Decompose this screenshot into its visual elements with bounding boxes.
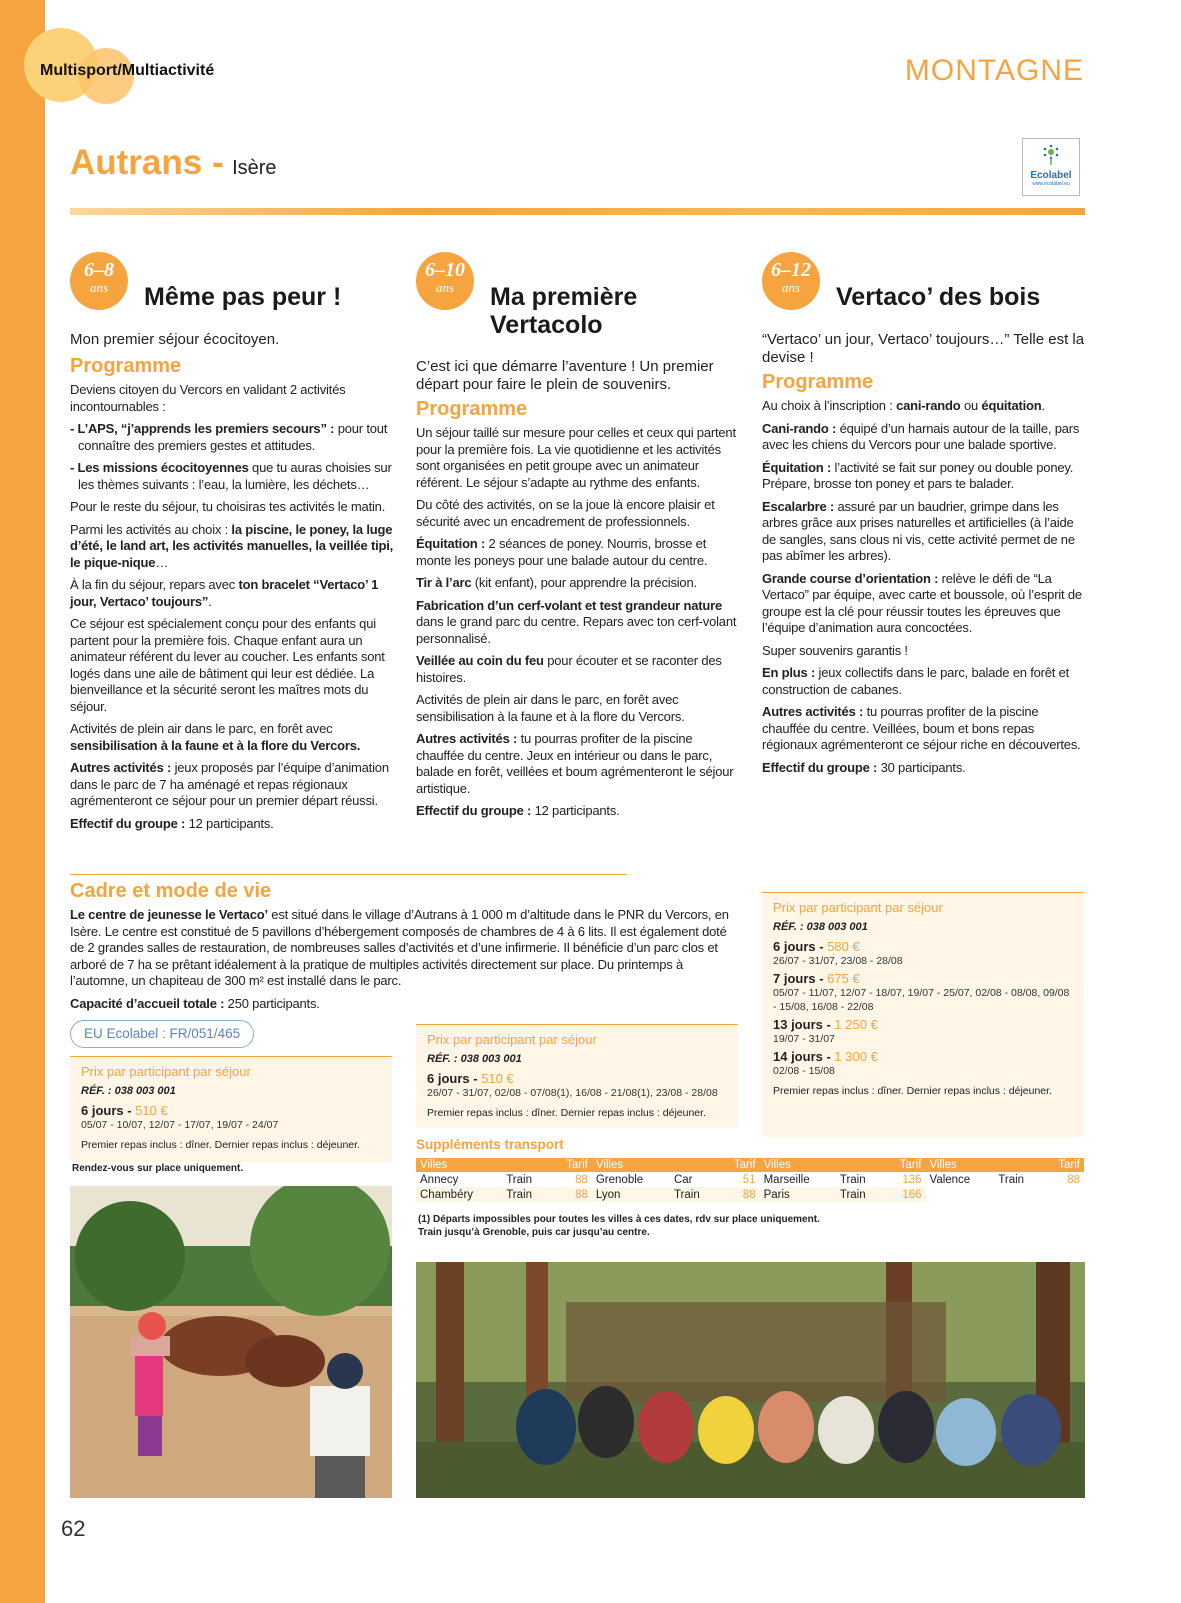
region-label: MONTAGNE — [904, 54, 1084, 87]
column-header: Villes — [760, 1158, 884, 1172]
paragraph: Ce séjour est spécialement conçu pour des enfants qui partent pour la première fois. Chaque enfant aura un animateur référent du lever au coucher. Les enfants sont logés dans une aile de bâtiment qui leur est dédiée. La bienveillance et la sécurité seront les maîtres mots du séjour. — [70, 616, 385, 714]
duration-dates: 26/07 - 31/07, 02/08 - 07/08(1), 16/08 - 21/08(1), 23/08 - 28/08 — [427, 1087, 718, 1099]
table-row — [416, 1187, 1084, 1202]
city-cell: Marseille — [763, 1173, 810, 1186]
cadre-text — [70, 907, 730, 1012]
age-badge-1 — [70, 252, 128, 310]
city-cell: Chambéry — [420, 1188, 474, 1201]
orange-sidebar — [0, 0, 45, 1603]
paragraph: Autres activités : tu pourras profiter de la piscine chauffée du centre. Veillées, boum et bons repas régionaux agrémenteront ce séjour riche en découvertes. — [762, 704, 1081, 752]
paragraph: Cani-rando : équipé d’un harnais autour de la taille, pars avec les chiens du Vercors pour une balade sportive. — [762, 420, 1080, 452]
duration-dates: 19/07 - 31/07 — [773, 1033, 835, 1045]
mode-cell: Train — [506, 1188, 532, 1201]
photo-ponies-image — [70, 1186, 392, 1498]
paragraph: Du côté des activités, on se la joue là encore plaisir et sécurité avec un encadrement de professionnels. — [416, 497, 715, 529]
title-underline — [70, 208, 1085, 215]
price-header: Prix par participant par séjour — [773, 900, 943, 915]
photo-forest — [416, 1262, 1085, 1498]
city-cell: Paris — [763, 1188, 790, 1201]
age-range: 6–10 — [425, 259, 465, 281]
price-box-3 — [762, 892, 1084, 1137]
intro-text: Mon premier séjour écocitoyen. — [70, 331, 280, 348]
price-ref: RÉF. : 038 003 001 — [81, 1085, 176, 1097]
program-text — [762, 398, 1086, 776]
paragraph: Équitation : l’activité se fait sur poney ou double poney. Prépare, brosse ton poney et pars te balader. — [762, 459, 1074, 491]
paragraph: À la fin du séjour, repars avec ton bracelet “Vertaco’ 1 jour, Vertaco’ toujours”. — [70, 577, 379, 609]
column-header: Tarif — [718, 1158, 760, 1172]
table-row — [416, 1172, 1084, 1187]
price-cell: 88 — [742, 1188, 756, 1201]
mode-cell: Car — [673, 1173, 693, 1186]
column-1 — [70, 331, 396, 838]
column-header: Tarif — [1042, 1158, 1084, 1172]
price-ref: RÉF. : 038 003 001 — [773, 921, 868, 933]
page-title — [70, 143, 277, 183]
city-cell — [926, 1187, 995, 1202]
paragraph: Fabrication d’un cerf-volant et test grandeur nature dans le grand parc du centre. Repars avec ton cerf-volant personnalisé. — [416, 597, 737, 646]
list-item: - Les missions écocitoyennes que tu auras choisies sur les thèmes suivants : l’eau, la lumière, les déchets… — [70, 460, 392, 492]
column-3 — [762, 331, 1086, 782]
paragraph: Pour le reste du séjour, tu choisiras tes activités le matin. — [70, 499, 386, 514]
ecolabel-logo-text: Ecolabel — [1030, 170, 1072, 181]
paragraph: Veillée au coin du feu pour écouter et se raconter des histoires. — [416, 653, 722, 685]
program-text — [416, 425, 742, 820]
ecolabel-badge: EU Ecolabel : FR/051/465 — [70, 1020, 254, 1048]
stay-title-2: Ma première Vertacolo — [490, 283, 638, 339]
paragraph: Effectif du groupe : 12 participants. — [70, 815, 274, 831]
meal-note: Premier repas inclus : dîner. Dernier repas inclus : déjeuner. — [773, 1085, 1052, 1097]
price-box-2 — [416, 1024, 738, 1128]
meal-note: Premier repas inclus : dîner. Dernier repas inclus : déjeuner. — [427, 1107, 706, 1119]
price-cell: 88 — [575, 1173, 588, 1186]
duration-dates: 26/07 - 31/07, 23/08 - 28/08 — [773, 955, 903, 967]
duration-price: 13 jours - 1 250 € — [773, 1017, 878, 1032]
price-cell: 136 — [902, 1173, 922, 1186]
price-cell: 166 — [902, 1188, 922, 1201]
table-header-row — [416, 1158, 1084, 1172]
paragraph: Le centre de jeunesse le Vertaco’ est situé dans le village d’Autrans à 1 000 m d’altitude dans le PNR du Vercors, en Isère. Le centre est constitué de 5 pavillons d’hébergement composés de chambres de 4 à 6 lits. Il est également doté de 2 grandes salles de restauration, de nombreuses salles d’activités et d’une infirmerie. Il bénéficie d’un parc clos et arboré de 7 ha se prêtant idéalement à la pratique de multiples activités directement sur place. Du printemps à l’automne, un chapiteau de 300 m² est installé dans le parc. — [70, 907, 729, 988]
section-heading: Programme — [416, 398, 528, 420]
paragraph: Activités de plein air dans le parc, en forêt avec sensibilisation à la faune et à la flore du Vercors. — [416, 692, 685, 724]
cadre-section — [70, 880, 730, 1018]
duration-price: 6 jours - 580 € — [773, 939, 860, 954]
city-cell: Annecy — [420, 1173, 459, 1186]
cadre-heading: Cadre et mode de vie — [70, 880, 272, 902]
price-cell: 88 — [575, 1188, 588, 1201]
program-text — [70, 382, 396, 832]
city-cell: Valence — [929, 1173, 971, 1186]
paragraph: Autres activités : tu pourras profiter de la piscine chauffée du centre. Jeux en intérieur ou dans le parc, balade en forêt, veillées et boum agrémenteront le séjour artistique. — [416, 731, 734, 796]
paragraph: Super souvenirs garantis ! — [762, 642, 908, 658]
title-place: Autrans - — [70, 143, 224, 182]
ecolabel-logo-url: www.ecolabel.eu — [1032, 181, 1070, 187]
paragraph: Un séjour taillé sur mesure pour celles et ceux qui partent pour la première fois. La vie quotidienne et les activités sont organisées en petit groupe avec un animateur référent. Le séjour s’adapte au rythme des enfants. — [416, 425, 736, 490]
age-badge-2 — [416, 252, 474, 310]
intro-text: C’est ici que démarre l’aventure ! Un premier départ pour faire le plein de souvenirs. — [416, 358, 714, 393]
cadre-divider — [70, 874, 627, 875]
transport-table — [416, 1158, 1084, 1202]
duration-price: 7 jours - 675 € — [773, 971, 860, 986]
duration-dates: 02/08 - 15/08 — [773, 1065, 835, 1077]
mode-cell: Train — [839, 1188, 866, 1201]
price-cell: 88 — [1067, 1173, 1080, 1186]
paragraph: Équitation : 2 séances de poney. Nourris, brosse et monte les poneys pour une balade autour du centre. — [416, 536, 708, 568]
duration-price: 6 jours - 510 € — [427, 1071, 514, 1086]
paragraph: Grande course d’orientation : relève le défi de “La Vertaco” par équipe, avec carte et boussole, où l’esprit de groupe est la clé pour réussir toutes les épreuves que l’équipe d’animation aura concoctées. — [762, 570, 1082, 635]
transport-footnotes — [418, 1213, 820, 1239]
mode-cell: Train — [673, 1188, 700, 1201]
duration-price: 6 jours - 510 € — [81, 1103, 168, 1118]
ecolabel-logo — [1022, 138, 1080, 196]
flower-icon — [1038, 143, 1064, 165]
mode-cell: Train — [506, 1173, 532, 1186]
paragraph: Effectif du groupe : 12 participants. — [416, 803, 620, 818]
transport-title: Suppléments transport — [416, 1137, 564, 1152]
section-heading: Programme — [70, 355, 182, 377]
age-unit: ans — [435, 280, 455, 295]
duration-dates: 05/07 - 11/07, 12/07 - 18/07, 19/07 - 25/07, 02/08 - 08/08, 09/08 - 15/08, 16/08 - 22/08 — [773, 987, 1070, 1013]
title-dept: Isère — [232, 157, 277, 179]
intro-text: “Vertaco’ un jour, Vertaco’ toujours…” Telle est la devise ! — [762, 331, 1085, 366]
mode-cell: Train — [839, 1173, 866, 1186]
price-cell: 51 — [742, 1173, 756, 1186]
city-cell: Lyon — [595, 1188, 621, 1201]
price-cell — [1042, 1187, 1084, 1202]
age-unit: ans — [89, 280, 109, 295]
paragraph: Au choix à l’inscription : cani-rando ou équitation. — [762, 398, 1045, 413]
footnote: (1) Départs impossibles pour toutes les villes à ces dates, rdv sur place uniquement. — [418, 1214, 820, 1225]
duration-dates: 05/07 - 10/07, 12/07 - 17/07, 19/07 - 24/07 — [81, 1119, 279, 1131]
age-unit: ans — [781, 280, 801, 295]
photo-ponies — [70, 1186, 392, 1498]
paragraph: Capacité d’accueil totale : 250 participants. — [70, 995, 320, 1011]
price-header: Prix par participant par séjour — [427, 1032, 597, 1047]
age-range: 6–8 — [84, 259, 114, 281]
category-label: Multisport/Multiactivité — [40, 62, 215, 79]
stay-title-3: Vertaco’ des bois — [836, 283, 1041, 311]
column-header: Tarif — [884, 1158, 926, 1172]
paragraph: En plus : jeux collectifs dans le parc, balade en forêt et construction de cabanes. — [762, 665, 1070, 697]
transport-table-wrap — [416, 1158, 1084, 1202]
mode-cell: Train — [998, 1173, 1025, 1186]
price-header: Prix par participant par séjour — [81, 1064, 251, 1079]
page-number: 62 — [61, 1516, 86, 1541]
price-box-1 — [70, 1056, 392, 1162]
paragraph: Tir à l’arc (kit enfant), pour apprendre la précision. — [416, 575, 697, 590]
column-header: Villes — [416, 1158, 550, 1172]
list-item: - L’APS, “j’apprends les premiers secours” : pour tout connaître des premiers gestes et attitudes. — [70, 421, 388, 453]
mode-cell — [994, 1187, 1042, 1202]
stay-title-1: Même pas peur ! — [144, 283, 342, 311]
age-range: 6–12 — [771, 259, 811, 281]
paragraph: Deviens citoyen du Vercors en validant 2 activités incontournables : — [70, 382, 346, 414]
paragraph: Effectif du groupe : 30 participants. — [762, 759, 966, 775]
meal-note: Premier repas inclus : dîner. Dernier repas inclus : déjeuner. — [81, 1139, 360, 1151]
paragraph: Autres activités : jeux proposés par l’équipe d’animation dans le parc de 7 ha aménagé et repas régionaux agrémenteront ce séjour pour un premier départ réussi. — [70, 760, 389, 808]
paragraph: Parmi les activités au choix : la piscine, le poney, la luge d’été, le land art, les activités manuelles, la veillée tipi, le pique-nique… — [70, 521, 394, 570]
rdv-note: Rendez-vous sur place uniquement. — [72, 1163, 244, 1174]
section-heading: Programme — [762, 371, 874, 393]
paragraph: Escalarbre : assuré par un baudrier, grimpe dans les arbres grâce aux prises naturelles et artificielles (à l’aide de sangles, sans clous ni vis, cette activité permet de ne pas abîmer les arbres). — [762, 498, 1075, 563]
paragraph: Activités de plein air dans le parc, en forêt avec sensibilisation à la faune et à la flore du Vercors. — [70, 721, 361, 753]
column-header: Tarif — [550, 1158, 592, 1172]
photo-forest-image — [416, 1262, 1085, 1498]
price-ref: RÉF. : 038 003 001 — [427, 1053, 522, 1065]
column-header: Villes — [592, 1158, 718, 1172]
age-badge-3 — [762, 252, 820, 310]
duration-price: 14 jours - 1 300 € — [773, 1049, 878, 1064]
column-header: Villes — [926, 1158, 1042, 1172]
city-cell: Grenoble — [595, 1173, 644, 1186]
footnote: Train jusqu’à Grenoble, puis car jusqu’au centre. — [418, 1227, 650, 1238]
column-2 — [416, 358, 742, 826]
